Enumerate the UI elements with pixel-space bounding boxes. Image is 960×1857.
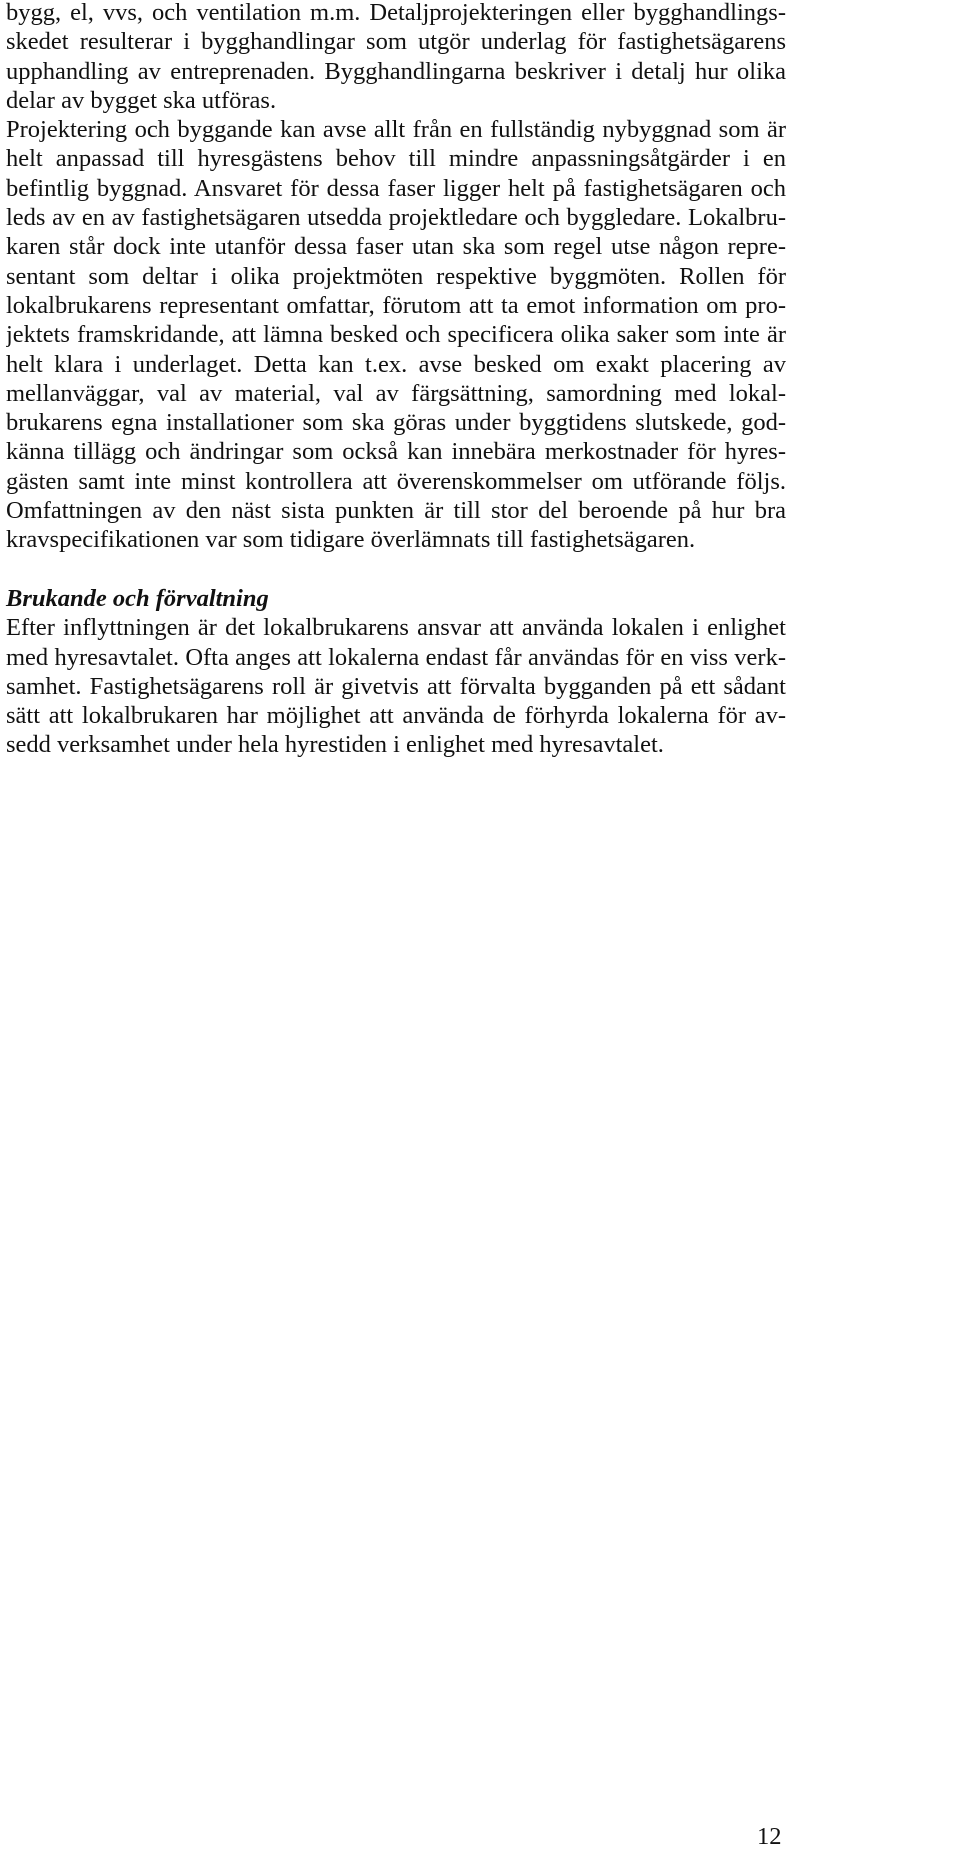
text-line: bygg, el, vvs, och ventilation m.m. Detaljprojekteringen eller bygghandlings-	[6, 0, 786, 26]
text-line: känna tillägg och ändringar som också kan innebära merkostnader för hyres-	[6, 438, 786, 466]
text-line: helt klara i underlaget. Detta kan t.ex. avse besked om exakt placering av	[6, 350, 786, 378]
paragraph-spacer	[6, 555, 786, 584]
text-line: med hyresavtalet. Ofta anges att lokalerna endast får användas för en viss verk-	[6, 643, 786, 671]
section-heading: Brukande och förvaltning	[6, 584, 269, 612]
text-line: mellanväggar, val av material, val av färgsättning, samordning med lokal-	[6, 379, 786, 407]
page-number: 12	[757, 1823, 782, 1850]
document-page	[6, 0, 786, 760]
text-line: jektets framskridande, att lämna besked och specificera olika saker som inte är	[6, 321, 786, 349]
text-line: sätt att lokalbrukaren har möjlighet att använda de förhyrda lokalerna för av-	[6, 702, 786, 730]
text-line: gästen samt inte minst kontrollera att överenskommelser om utförande följs.	[6, 467, 786, 495]
text-line: kravspecifikationen var som tidigare överlämnats till fastighetsägaren.	[6, 526, 696, 554]
paragraph	[6, 115, 786, 554]
text-line: skedet resulterar i bygghandlingar som utgör underlag för fastighetsägarens	[6, 28, 786, 56]
text-line: brukarens egna installationer som ska göras under byggtidens slutskede, god-	[6, 409, 786, 437]
text-line: karen står dock inte utanför dessa faser utan ska som regel utse någon repre-	[6, 233, 786, 261]
text-line: samhet. Fastighetsägarens roll är givetvis att förvalta bygganden på ett sådant	[6, 672, 786, 700]
paragraph	[6, 0, 786, 115]
text-line: helt anpassad till hyresgästens behov till mindre anpassningsåtgärder i en	[6, 145, 786, 173]
section-paragraph	[6, 613, 786, 759]
text-line: sedd verksamhet under hela hyrestiden i enlighet med hyresavtalet.	[6, 731, 664, 759]
text-line: Omfattningen av den näst sista punkten är till stor del beroende på hur bra	[6, 497, 786, 525]
text-line: Projektering och byggande kan avse allt från en fullständig nybyggnad som är	[6, 116, 786, 144]
text-line: befintlig byggnad. Ansvaret för dessa faser ligger helt på fastighetsägaren och	[6, 174, 786, 202]
text-line: Efter inflyttningen är det lokalbrukarens ansvar att använda lokalen i enlighet	[6, 614, 786, 642]
text-line: delar av bygget ska utföras.	[6, 86, 277, 114]
text-line: upphandling av entreprenaden. Bygghandlingarna beskriver i detalj hur olika	[6, 57, 786, 85]
text-line: sentant som deltar i olika projektmöten respektive byggmöten. Rollen för	[6, 262, 786, 290]
text-line: lokalbrukarens representant omfattar, förutom att ta emot information om pro-	[6, 291, 786, 319]
text-line: leds av en av fastighetsägaren utsedda projektledare och byggledare. Lokalbru-	[6, 204, 786, 232]
